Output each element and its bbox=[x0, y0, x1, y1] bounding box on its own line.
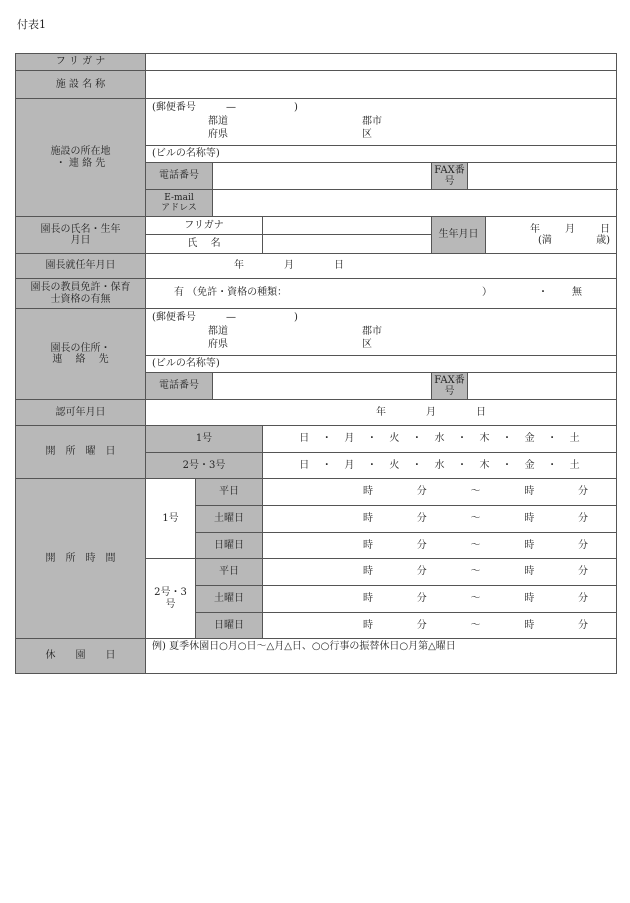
facility-form-table bbox=[15, 53, 617, 674]
type1-sunday-hours[interactable] bbox=[263, 533, 617, 559]
weekday-item: ・ bbox=[411, 459, 422, 471]
hours-pattern bbox=[263, 593, 616, 605]
weekday-item: 金 bbox=[524, 459, 535, 471]
type1-weekday-hours[interactable] bbox=[263, 479, 617, 506]
open-hours-label: 開 所 時 間 bbox=[16, 479, 146, 639]
weekday-list-type23 bbox=[263, 460, 616, 472]
open-days-type23-label: 2号・3号 bbox=[146, 453, 263, 479]
director-postal-address-field[interactable]: (郵便番号 — ) 都道 府県 郡市 区 bbox=[146, 309, 617, 356]
director-name-field[interactable] bbox=[263, 235, 432, 254]
appointment-date-field[interactable]: 年 月 日 bbox=[146, 254, 617, 279]
document-label: 付表1 bbox=[17, 18, 46, 31]
weekday-item: 水 bbox=[434, 459, 445, 471]
weekday-item: ・ bbox=[366, 459, 377, 471]
director-fax-label: FAX番号 bbox=[432, 373, 468, 400]
closed-days-label: 休 園 日 bbox=[16, 639, 146, 674]
facility-name-field[interactable] bbox=[146, 71, 617, 99]
facility-phone-label: 電話番号 bbox=[146, 163, 213, 190]
birthdate-label: 生年月日 bbox=[432, 217, 486, 254]
open-hours-type1-label: 1号 bbox=[146, 479, 196, 559]
type1-weekday-label: 平日 bbox=[196, 479, 263, 506]
type23-saturday-label: 土曜日 bbox=[196, 586, 263, 613]
facility-building-field[interactable]: (ビルの名称等) bbox=[146, 146, 617, 163]
weekday-list-type1 bbox=[263, 433, 616, 445]
director-address-label: 園長の住所・ 連 絡 先 bbox=[16, 309, 146, 400]
weekday-item: 金 bbox=[524, 433, 535, 445]
director-phone-label: 電話番号 bbox=[146, 373, 213, 400]
director-building-field[interactable]: (ビルの名称等) bbox=[146, 356, 617, 373]
facility-fax-label: FAX番号 bbox=[432, 163, 468, 190]
hour-unit: 時 bbox=[524, 619, 535, 631]
minute-unit: 分 bbox=[416, 619, 427, 631]
approval-date-field[interactable]: 年 月 日 bbox=[146, 400, 617, 426]
weekday-item: 木 bbox=[479, 433, 490, 445]
hours-pattern bbox=[263, 513, 616, 525]
facility-email-field[interactable] bbox=[213, 190, 617, 217]
type23-sunday-label: 日曜日 bbox=[196, 613, 263, 639]
license-label: 園長の教員免許・保育 士資格の有無 bbox=[16, 279, 146, 309]
tilde-unit: 〜 bbox=[470, 513, 481, 525]
minute-unit: 分 bbox=[578, 619, 588, 631]
tilde-unit: 〜 bbox=[470, 593, 481, 605]
director-furigana-label: フリガナ bbox=[146, 217, 263, 235]
minute-unit: 分 bbox=[416, 539, 427, 551]
type23-sunday-hours[interactable] bbox=[263, 613, 617, 639]
weekday-item: ・ bbox=[366, 433, 377, 445]
hour-unit: 時 bbox=[363, 619, 373, 631]
director-phone-field[interactable] bbox=[213, 373, 432, 400]
open-days-label: 開 所 曜 日 bbox=[16, 426, 146, 479]
license-field[interactable]: 有 （免許・資格の種類： ） ・ 無 bbox=[146, 279, 617, 309]
minute-unit: 分 bbox=[416, 593, 427, 605]
weekday-item: 火 bbox=[389, 459, 400, 471]
facility-address-label: 施設の所在地 ・ 連 絡 先 bbox=[16, 99, 146, 217]
type23-weekday-label: 平日 bbox=[196, 559, 263, 586]
open-days-type23-field[interactable] bbox=[263, 453, 617, 479]
open-hours-type23-label: 2号・3 号 bbox=[146, 559, 196, 639]
tilde-unit: 〜 bbox=[470, 566, 481, 578]
minute-unit: 分 bbox=[578, 593, 588, 605]
weekday-item: ・ bbox=[547, 459, 558, 471]
minute-unit: 分 bbox=[578, 513, 588, 525]
facility-fax-field[interactable] bbox=[468, 163, 617, 190]
type1-sunday-label: 日曜日 bbox=[196, 533, 263, 559]
weekday-item: 月 bbox=[344, 459, 355, 471]
minute-unit: 分 bbox=[578, 539, 588, 551]
hour-unit: 時 bbox=[363, 513, 373, 525]
weekday-item: 土 bbox=[569, 433, 580, 445]
open-days-type1-field[interactable] bbox=[263, 426, 617, 453]
open-days-type1-label: 1号 bbox=[146, 426, 263, 453]
hour-unit: 時 bbox=[524, 486, 535, 498]
minute-unit: 分 bbox=[416, 486, 427, 498]
type1-saturday-hours[interactable] bbox=[263, 506, 617, 533]
approval-date-label: 認可年月日 bbox=[16, 400, 146, 426]
weekday-item: 木 bbox=[479, 459, 490, 471]
minute-unit: 分 bbox=[416, 566, 427, 578]
type23-weekday-hours[interactable] bbox=[263, 559, 617, 586]
weekday-item: ・ bbox=[502, 433, 513, 445]
tilde-unit: 〜 bbox=[470, 619, 481, 631]
minute-unit: 分 bbox=[416, 513, 427, 525]
director-fax-field[interactable] bbox=[468, 373, 617, 400]
weekday-item: ・ bbox=[456, 433, 467, 445]
director-name-sub-label: 氏 名 bbox=[146, 235, 263, 254]
furigana-label: フ リ ガ ナ bbox=[16, 54, 146, 71]
birthdate-field[interactable]: 年 月 日 (満 歳) bbox=[486, 217, 617, 254]
closed-days-field[interactable]: 例) 夏季休園日○月○日〜△月△日、○○行事の振替休日○月第△曜日 bbox=[146, 639, 617, 674]
director-furigana-field[interactable] bbox=[263, 217, 432, 235]
minute-unit: 分 bbox=[578, 566, 588, 578]
weekday-item: ・ bbox=[321, 459, 332, 471]
hour-unit: 時 bbox=[363, 539, 373, 551]
hour-unit: 時 bbox=[363, 486, 373, 498]
minute-unit: 分 bbox=[578, 486, 588, 498]
weekday-item: 月 bbox=[344, 433, 355, 445]
weekday-item: 水 bbox=[434, 433, 445, 445]
facility-email-label: E-mail アドレス bbox=[146, 190, 213, 217]
facility-name-label: 施 設 名 称 bbox=[16, 71, 146, 99]
weekday-item: ・ bbox=[321, 433, 332, 445]
furigana-field[interactable] bbox=[146, 54, 617, 71]
weekday-item: 火 bbox=[389, 433, 400, 445]
hour-unit: 時 bbox=[524, 539, 535, 551]
facility-phone-field[interactable] bbox=[213, 163, 432, 190]
type1-saturday-label: 土曜日 bbox=[196, 506, 263, 533]
hours-pattern bbox=[263, 620, 616, 632]
tilde-unit: 〜 bbox=[470, 539, 481, 551]
weekday-item: 土 bbox=[569, 459, 580, 471]
weekday-item: ・ bbox=[456, 459, 467, 471]
hours-pattern bbox=[263, 566, 616, 578]
weekday-item: ・ bbox=[502, 459, 513, 471]
appointment-date-label: 園長就任年月日 bbox=[16, 254, 146, 279]
weekday-item: ・ bbox=[547, 433, 558, 445]
director-name-label: 園長の氏名・生年 月日 bbox=[16, 217, 146, 254]
hour-unit: 時 bbox=[363, 566, 373, 578]
weekday-item: ・ bbox=[411, 433, 422, 445]
hours-pattern bbox=[263, 486, 616, 498]
weekday-item: 日 bbox=[299, 459, 310, 471]
weekday-item: 日 bbox=[299, 433, 310, 445]
hour-unit: 時 bbox=[524, 566, 535, 578]
hour-unit: 時 bbox=[363, 593, 373, 605]
type23-saturday-hours[interactable] bbox=[263, 586, 617, 613]
tilde-unit: 〜 bbox=[470, 486, 481, 498]
hour-unit: 時 bbox=[524, 593, 535, 605]
facility-postal-address-field[interactable]: (郵便番号 — ) 都道 府県 郡市 区 bbox=[146, 99, 617, 146]
hour-unit: 時 bbox=[524, 513, 535, 525]
hours-pattern bbox=[263, 540, 616, 552]
